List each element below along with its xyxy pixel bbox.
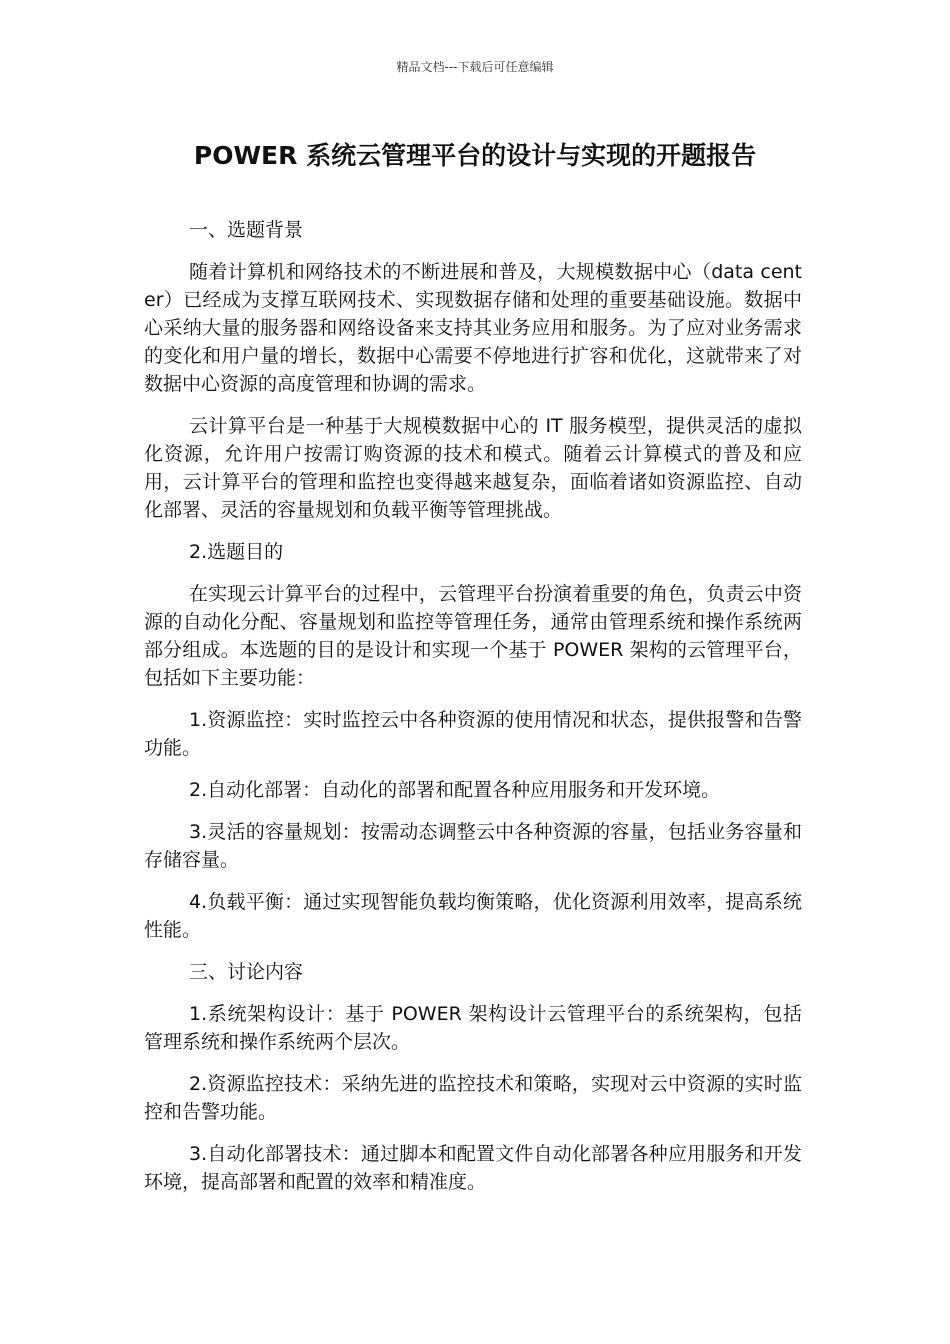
list-item-resource-monitoring: 1.资源监控：实时监控云中各种资源的使用情况和状态，提供报警和告警功能。 <box>144 709 802 759</box>
section-heading-discussion: 三、讨论内容 <box>189 961 304 983</box>
list-item-deployment-technology: 3.自动化部署技术：通过脚本和配置文件自动化部署各种应用服务和开发环境，提高部署和配置的效率和精准度。 <box>144 1143 802 1193</box>
document-title: POWER 系统云管理平台的设计与实现的开题报告 <box>193 141 757 170</box>
page-header-watermark: 精品文档---下载后可任意编辑 <box>396 60 554 74</box>
list-item-monitoring-technology: 2.资源监控技术：采纳先进的监控技术和策略，实现对云中资源的实时监控和告警功能。 <box>144 1073 802 1123</box>
list-item-auto-deployment: 2.自动化部署：自动化的部署和配置各种应用服务和开发环境。 <box>189 779 721 801</box>
paragraph-background-2: 云计算平台是一种基于大规模数据中心的 IT 服务模型，提供灵活的虚拟化资源，允许用户按需订购资源的技术和模式。随着云计算模式的普及和应用，云计算平台的管理和监控也变得越来越复杂，面临着诸如资源监控、自动化部署、灵活的容量规划和负载平衡等管理挑战。 <box>144 415 802 521</box>
document-body <box>144 216 802 1210</box>
list-item-load-balancing: 4.负载平衡：通过实现智能负载均衡策略，优化资源利用效率，提高系统性能。 <box>144 891 802 941</box>
paragraph-purpose: 在实现云计算平台的过程中，云管理平台扮演着重要的角色，负责云中资源的自动化分配、容量规划和监控等管理任务，通常由管理系统和操作系统两部分组成。本选题的目的是设计和实现一个基于 POWER 架构的云管理平台，包括如下主要功能： <box>144 583 802 689</box>
list-item-architecture-design: 1.系统架构设计：基于 POWER 架构设计云管理平台的系统架构，包括管理系统和操作系统两个层次。 <box>144 1003 802 1053</box>
section-heading-background: 一、选题背景 <box>189 219 304 241</box>
list-item-capacity-planning: 3.灵活的容量规划：按需动态调整云中各种资源的容量，包括业务容量和存储容量。 <box>144 821 802 871</box>
paragraph-background-1: 随着计算机和网络技术的不断进展和普及，大规模数据中心（data center）已经成为支撑互联网技术、实现数据存储和处理的重要基础设施。数据中心采纳大量的服务器和网络设备来支持其业务应用和服务。为了应对业务需求的变化和用户量的增长，数据中心需要不停地进行扩容和优化，这就带来了对数据中心资源的高度管理和协调的需求。 <box>144 261 802 395</box>
section-heading-purpose: 2.选题目的 <box>189 541 284 563</box>
